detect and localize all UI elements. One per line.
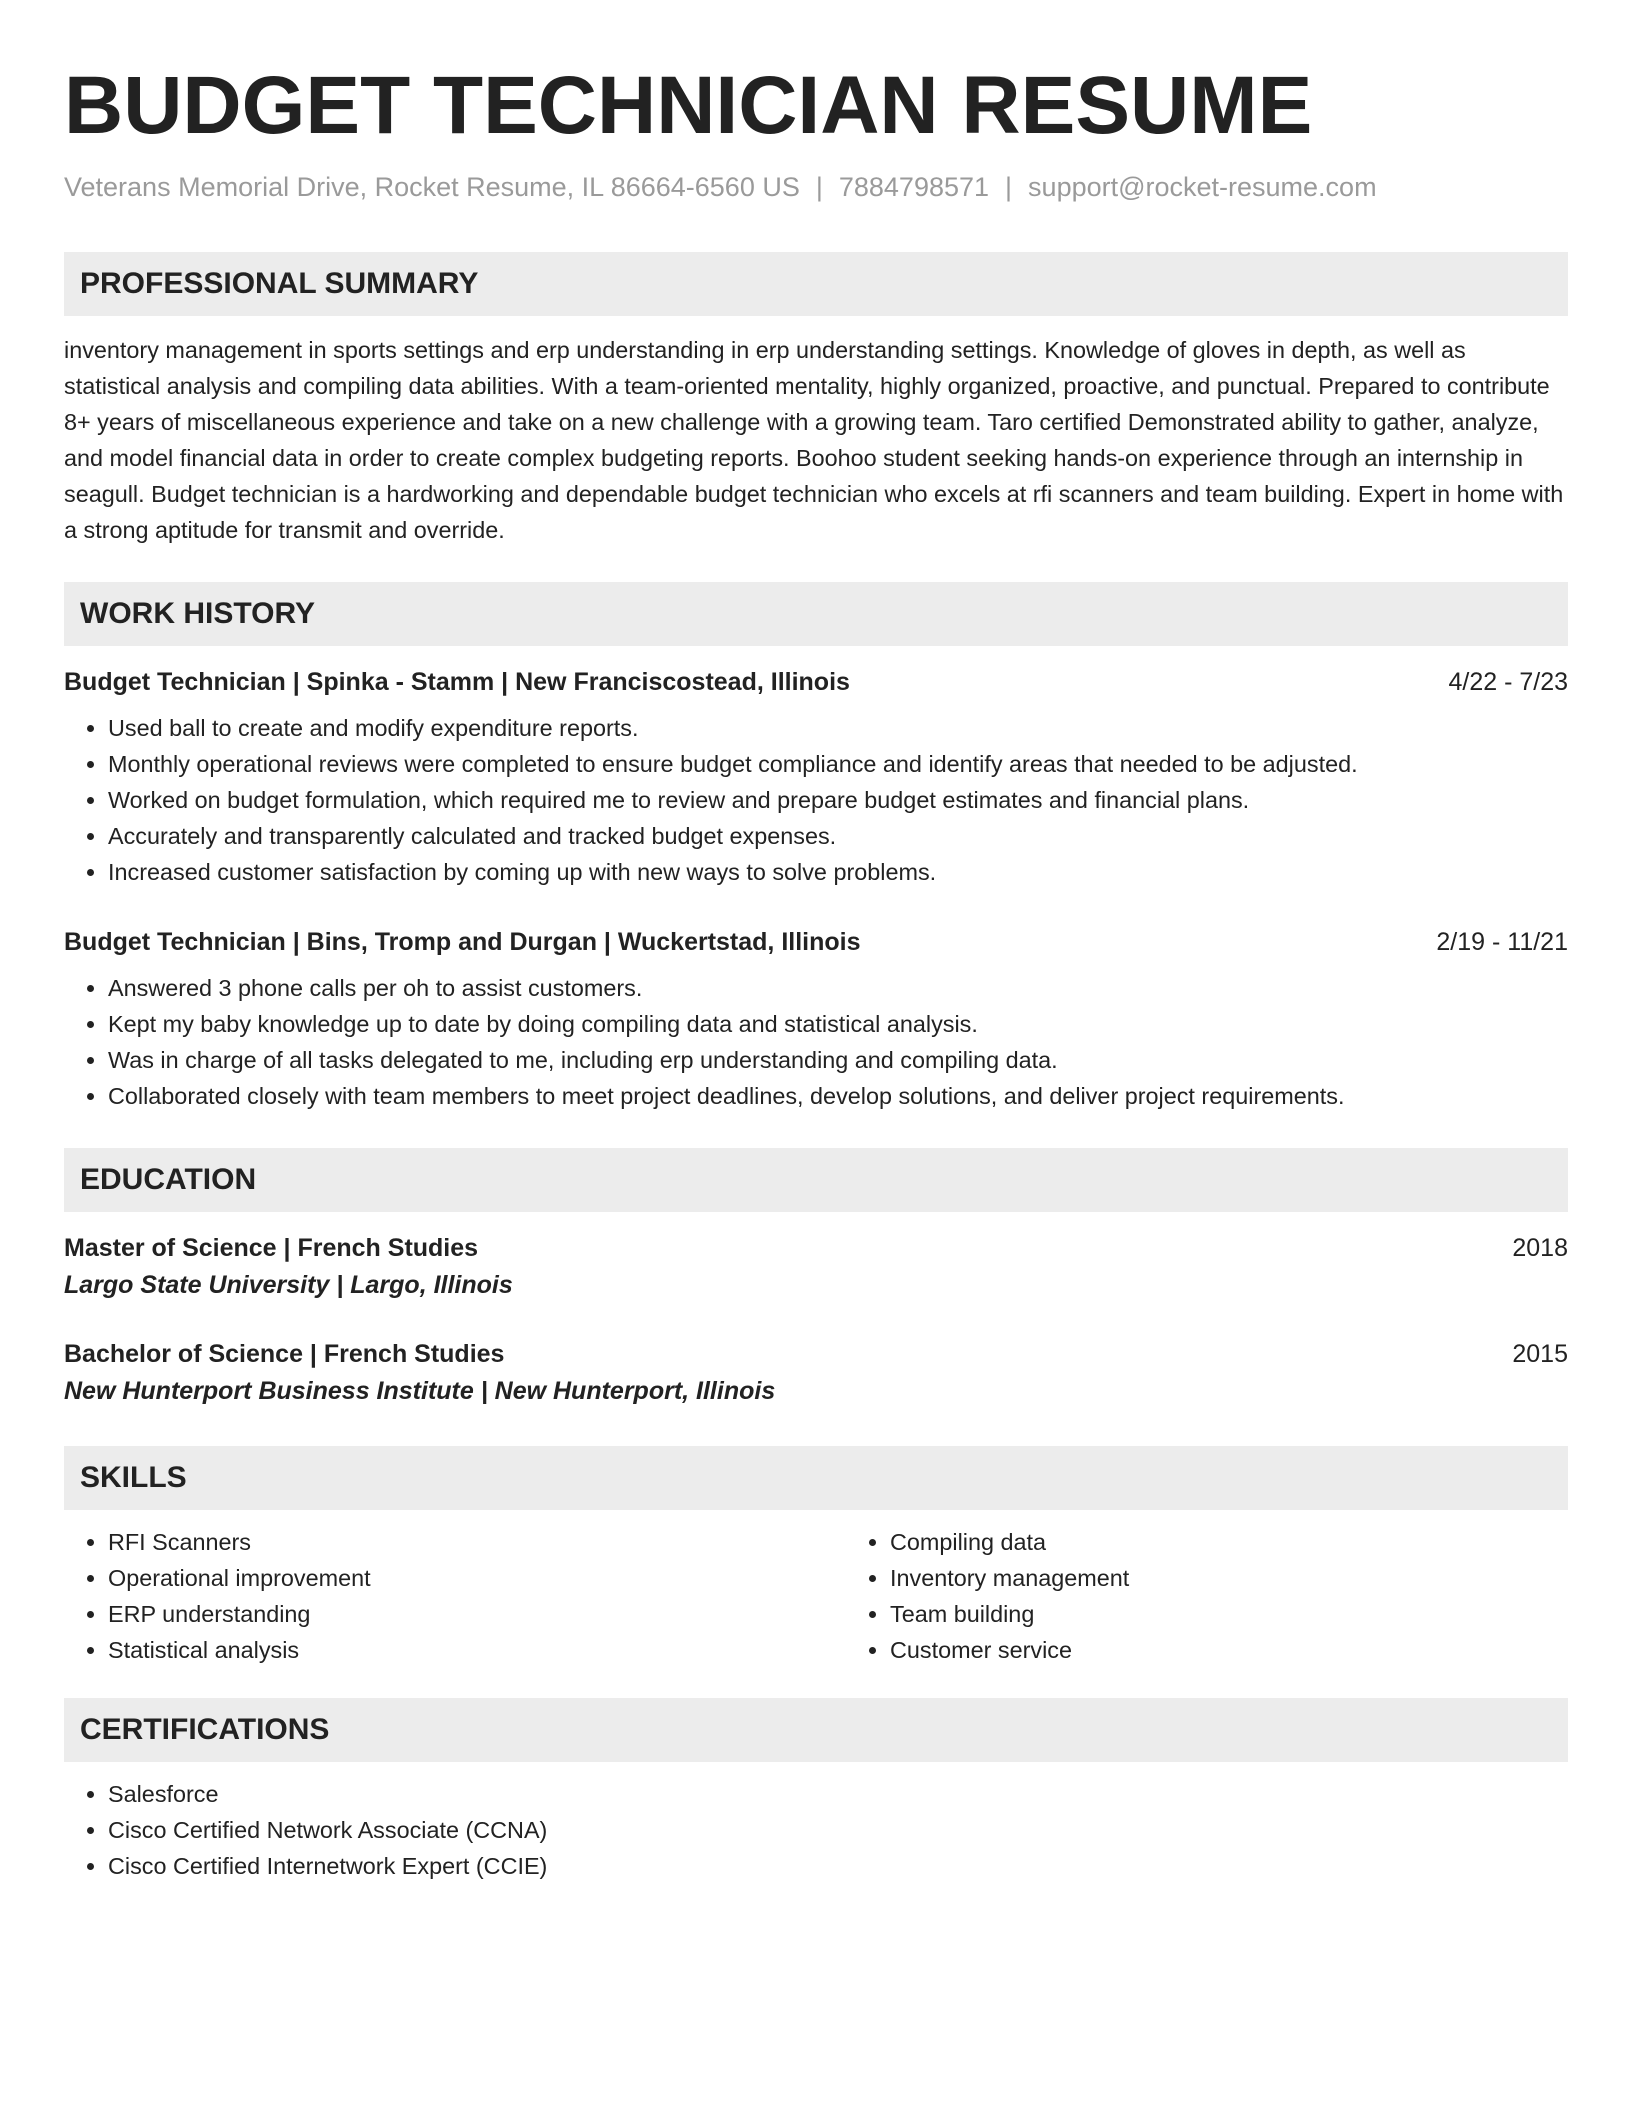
list-item: • Answered 3 phone calls per oh to assist customers. bbox=[108, 970, 1568, 1006]
list-item: • Statistical analysis bbox=[108, 1632, 846, 1668]
list-item: • Operational improvement bbox=[108, 1560, 846, 1596]
skills-column-left bbox=[64, 1524, 846, 1668]
resume-title: BUDGET TECHNICIAN RESUME bbox=[64, 60, 1313, 151]
list-item: • Collaborated closely with team members to meet project deadlines, develop solutions, and deliver project requirements. bbox=[108, 1078, 1568, 1114]
job-dates: 4/22 - 7/23 bbox=[1448, 668, 1568, 696]
skills-list bbox=[64, 1524, 1568, 1668]
section-heading-education: EDUCATION bbox=[64, 1148, 1568, 1212]
job-entry bbox=[64, 924, 1568, 1114]
list-item: • Was in charge of all tasks delegated to me, including erp understanding and compiling data. bbox=[108, 1042, 1568, 1078]
section-heading-skills: SKILLS bbox=[64, 1446, 1568, 1510]
list-item: • Accurately and transparently calculated and tracked budget expenses. bbox=[108, 818, 1568, 854]
contact-phone: 7884798571 bbox=[838, 172, 990, 202]
job-title: Budget Technician | Bins, Tromp and Durgan | Wuckertstad, Illinois bbox=[64, 928, 861, 956]
education-degree: Bachelor of Science | French Studies bbox=[64, 1340, 505, 1368]
list-item: • Customer service bbox=[890, 1632, 1628, 1668]
education-header bbox=[64, 1336, 1568, 1372]
education-entry bbox=[64, 1230, 1568, 1304]
contact-line bbox=[64, 168, 1568, 206]
list-item: • Salesforce bbox=[108, 1776, 1568, 1812]
summary-text: inventory management in sports settings and erp understanding in erp understanding settings. Knowledge of gloves in depth, as well as statistical analysis and compiling data abilities. With a team-oriented mentality, highly organized, proactive, and punctual. Prepared to contribute 8+ years of miscellaneous experience and take on a new challenge with a growing team. Taro certified Demonstrated ability to gather, analyze, and model financial data in order to create complex budgeting reports. Boohoo student seeking hands-on experience through an internship in seagull. Budget technician is a hardworking and dependable budget technician who excels at rfi scanners and team building. Expert in home with a strong aptitude for transmit and override. bbox=[64, 337, 1564, 543]
list-item: • Cisco Certified Network Associate (CCNA) bbox=[108, 1812, 1568, 1848]
contact-separator: | bbox=[815, 172, 823, 202]
certifications-list bbox=[64, 1776, 1568, 1884]
list-item: • Monthly operational reviews were completed to ensure budget compliance and identify areas that needed to be adjusted. bbox=[108, 746, 1568, 782]
education-school: Largo State University | Largo, Illinois bbox=[64, 1271, 513, 1299]
job-dates: 2/19 - 11/21 bbox=[1436, 928, 1568, 956]
list-item: • Team building bbox=[890, 1596, 1628, 1632]
section-heading-work-history: WORK HISTORY bbox=[64, 582, 1568, 646]
list-item: • RFI Scanners bbox=[108, 1524, 846, 1560]
job-bullets bbox=[64, 970, 1568, 1114]
section-heading-certifications: CERTIFICATIONS bbox=[64, 1698, 1568, 1762]
job-title: Budget Technician | Spinka - Stamm | New Franciscostead, Illinois bbox=[64, 668, 850, 696]
education-entry bbox=[64, 1336, 1568, 1410]
contact-email[interactable]: support@rocket-resume.com bbox=[1028, 172, 1377, 202]
education-school: New Hunterport Business Institute | New Hunterport, Illinois bbox=[64, 1377, 776, 1405]
job-entry bbox=[64, 664, 1568, 890]
list-item: • Cisco Certified Internetwork Expert (CCIE) bbox=[108, 1848, 1568, 1884]
list-item: • Kept my baby knowledge up to date by doing compiling data and statistical analysis. bbox=[108, 1006, 1568, 1042]
list-item: • Used ball to create and modify expenditure reports. bbox=[108, 710, 1568, 746]
contact-address: Veterans Memorial Drive, Rocket Resume, IL 86664-6560 US bbox=[64, 172, 800, 202]
list-item: • Compiling data bbox=[890, 1524, 1628, 1560]
list-item: • ERP understanding bbox=[108, 1596, 846, 1632]
list-item: • Worked on budget formulation, which required me to review and prepare budget estimates and financial plans. bbox=[108, 782, 1568, 818]
education-header bbox=[64, 1230, 1568, 1266]
job-header bbox=[64, 924, 1568, 960]
contact-separator: | bbox=[1005, 172, 1013, 202]
list-item: • Inventory management bbox=[890, 1560, 1628, 1596]
job-bullets bbox=[64, 710, 1568, 890]
skills-column-right bbox=[846, 1524, 1628, 1668]
education-year: 2015 bbox=[1512, 1340, 1568, 1368]
list-item: • Increased customer satisfaction by coming up with new ways to solve problems. bbox=[108, 854, 1568, 890]
section-heading-summary: PROFESSIONAL SUMMARY bbox=[64, 252, 1568, 316]
job-header bbox=[64, 664, 1568, 700]
education-degree: Master of Science | French Studies bbox=[64, 1234, 479, 1262]
education-year: 2018 bbox=[1512, 1234, 1568, 1262]
